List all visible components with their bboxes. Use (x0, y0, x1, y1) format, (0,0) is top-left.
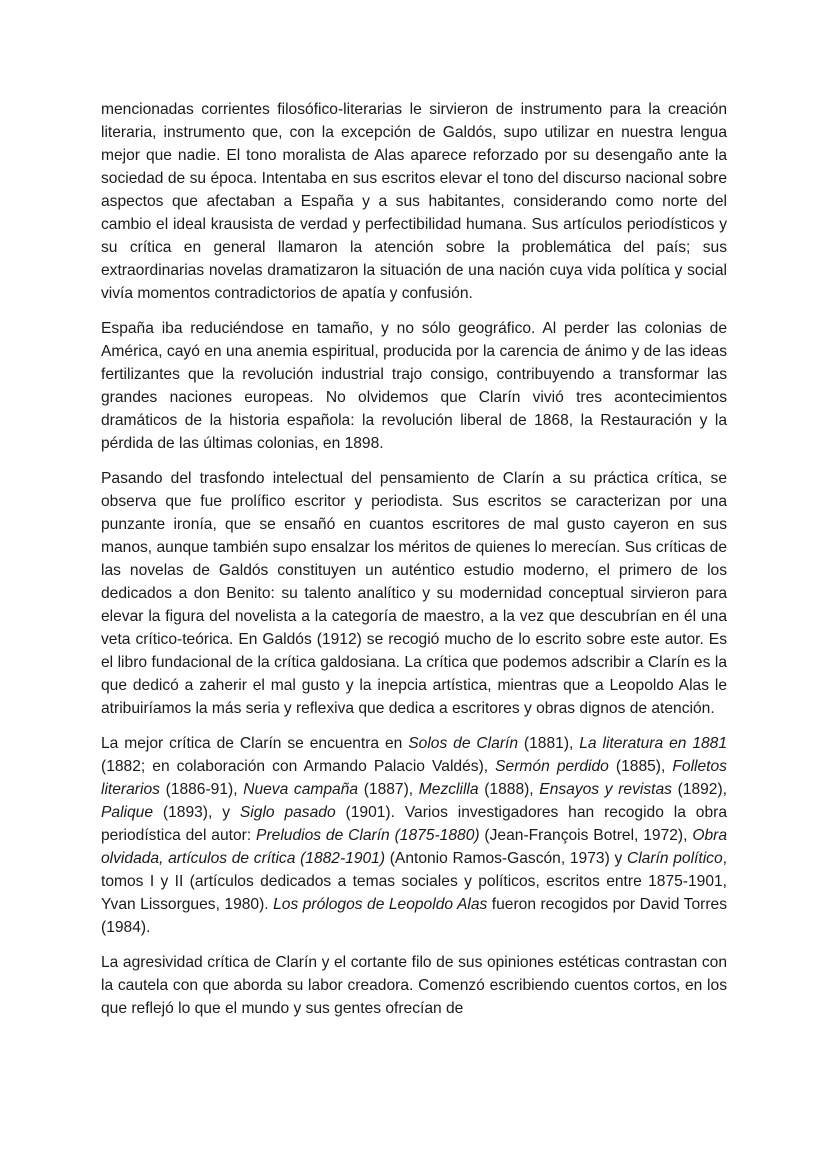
text-segment: , tomos I y II (artículos dedicados a temas sociales y políticos, escritos entre 1875-1901, Yvan Lissorgues, 1980). (101, 850, 727, 913)
book-title: La literatura en 1881 (579, 735, 728, 752)
paragraph-3 (101, 467, 727, 720)
paragraph-1 (101, 98, 727, 305)
text-segment: La mejor crítica de Clarín se encuentra en (101, 735, 409, 752)
document-page (101, 98, 727, 1032)
text-segment: (1886-91), (159, 781, 244, 798)
text-segment: (1885), (608, 758, 673, 775)
paragraph-2 (101, 317, 727, 455)
text-segment: (1893), y (153, 804, 240, 821)
book-title: Ensayos y revistas (539, 781, 672, 798)
book-title: Preludios de Clarín (1875-1880) (256, 827, 480, 844)
text-segment: (Antonio Ramos-Gascón, 1973) y (385, 850, 627, 867)
text-segment: (1901). Varios investigadores han recogido la obra periodística del autor: (101, 804, 728, 844)
text-segment: (1892), (671, 781, 727, 798)
book-title: Los prólogos de Leopoldo Alas (273, 896, 488, 913)
paragraph-4 (101, 732, 727, 939)
text-segment: (1881), (518, 735, 580, 752)
book-title: Palique (101, 804, 154, 821)
text-segment: La agresividad crítica de Clarín y el cortante filo de sus opiniones estéticas contrastan con la cautela con que aborda su labor creadora. Comenzó escribiendo cuentos cortos, en los que reflejó lo que el mundo y sus gentes ofrecían de (101, 954, 727, 1017)
book-title: Sermón perdido (495, 758, 609, 775)
book-title: Obra olvidada, artículos de crítica (1882-1901) (101, 827, 727, 867)
book-title: Nueva campaña (243, 781, 359, 798)
text-segment: fueron recogidos por David Torres (1984). (101, 896, 728, 936)
text-segment: (Jean-François Botrel, 1972), (479, 827, 693, 844)
book-title: Folletos literarios (101, 758, 727, 798)
book-title: Clarín político (626, 850, 723, 867)
text-segment: Pasando del trasfondo intelectual del pensamiento de Clarín a su práctica crítica, se observa que fue prolífico escritor y periodista. Sus escritos se caracterizan por una punzante ironía, que se ensañó en cuantos escritores de mal gusto cayeron en sus manos, aunque también supo ensalzar los méritos de quienes lo merecían. Sus críticas de las novelas de Galdós constituyen un auténtico estudio moderno, el primero de los dedicados a don Benito: su talento analítico y su modernidad conceptual sirvieron para elevar la figura del novelista a la categoría de maestro, a la vez que descubrían en él una veta crítico-teórica. En Galdós (1912) se recogió mucho de lo escrito sobre este autor. Es el libro fundacional de la crítica galdosiana. La crítica que podemos adscribir a Clarín es la que dedicó a zaherir el mal gusto y la inepcia artística, mientras que a Leopoldo Alas le atribuiríamos la más seria y reflexiva que dedica a escritores y obras dignos de atención. (101, 470, 727, 717)
text-segment: mencionadas corrientes filosófico-literarias le sirvieron de instrumento para la creación literaria, instrumento que, con la excepción de Galdós, supo utilizar en nuestra lengua mejor que nadie. El tono moralista de Alas aparece reforzado por su desengaño ante la sociedad de su época. Intentaba en sus escritos elevar el tono del discurso nacional sobre aspectos que afectaban a España y a sus habitantes, considerando como norte del cambio el ideal krausista de verdad y perfectibilidad humana. Sus artículos periodísticos y su crítica en general llamaron la atención sobre la problemática del país; sus extraordinarias novelas dramatizaron la situación de una nación cuya vida política y social vivía momentos contradictorios de apatía y confusión. (101, 101, 727, 302)
text-segment: (1888), (478, 781, 540, 798)
text-segment: (1882; en colaboración con Armando Palacio Valdés), (101, 758, 496, 775)
book-title: Siglo pasado (239, 804, 336, 821)
book-title: Mezclilla (418, 781, 479, 798)
paragraph-5 (101, 951, 727, 1020)
text-segment: España iba reduciéndose en tamaño, y no sólo geográfico. Al perder las colonias de América, cayó en una anemia espiritual, producida por la carencia de ánimo y de las ideas fertilizantes que la revolución industrial trajo consigo, contribuyendo a transformar las grandes naciones europeas. No olvidemos que Clarín vivió tres acontecimientos dramáticos de la historia española: la revolución liberal de 1868, la Restauración y la pérdida de las últimas colonias, en 1898. (101, 320, 727, 452)
book-title: Solos de Clarín (408, 735, 519, 752)
text-segment: (1887), (358, 781, 419, 798)
